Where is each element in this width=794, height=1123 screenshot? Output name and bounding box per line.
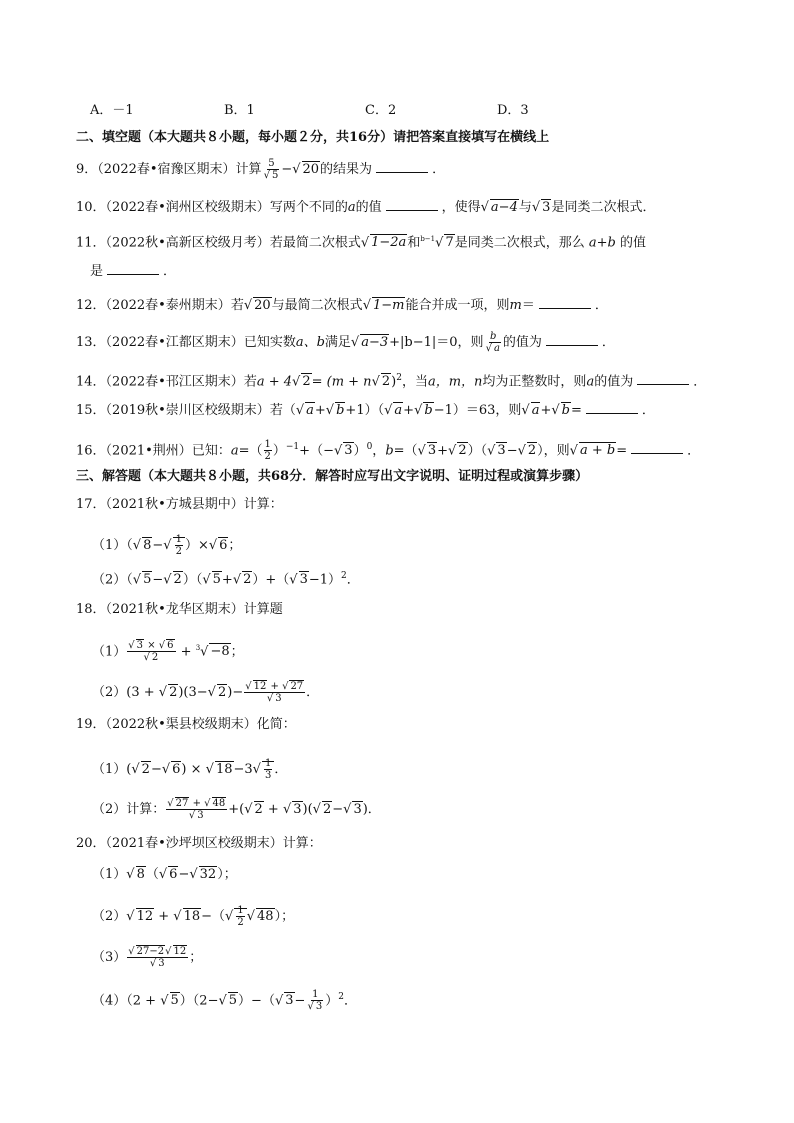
section-heading-fill: 二、填空题（本大题共８小题，每小题２分，共16分）请把答案直接填写在横线上 [76,130,550,145]
answer-blank [376,160,428,173]
question-18-part-1: （1） $\frac{√ 3 \times √ 6}{√ 2}$ + $^3$√ −8； [92,640,244,664]
answer-blank [107,262,159,275]
question-11: 11．（2022秋•高新区校级月考）若最简二次根式√ 1−2a和$^{b-1}$√ 7是同类二次根式，那么 a+b 的值 [76,235,646,251]
question-20-part-2: （2）√ 12 + √ 18−（√ $\frac{1}{2}$ √ 48）； [92,905,295,928]
question-19-part-1: （1）(√ 2−√ 6) × √ 18−3√ $\frac{1}{3}$ ． [92,758,288,781]
question-18-title: 18．（2021秋•龙华区期末）计算题 [76,602,283,617]
question-10: 10．（2022春•润州区校级期末）写两个不同的a的值 ，使得√ a−4与√ 3是同类二次根式． [76,200,656,215]
question-20-part-1: （1）√ 8（√ 6−√ 32）； [92,867,237,882]
question-13: 13．（2022春•江都区期末）已知实数a、b满足√ a−3+|b−1|＝0，则 $\frac{b}{√ a}$ 的值为 ． [76,331,615,354]
question-19-title: 19．（2022秋•渠县校级期末）化简： [76,717,296,732]
answer-blank [637,372,689,385]
answer-blank [586,401,638,414]
choice-c: C．2 [365,103,397,118]
question-16: 16．（2021•荆州）已知：a=（ $\frac{1}{2}$ ）$^{-1}$+（−√ 3）$^0$，b=（√ 3+√ 2）（√ 3−√ 2），则√ a + b= ． [76,439,701,463]
question-20-part-4: （4）（2 + √ 5）（2−√ 5）−（√ 3− $\frac{1}{√ 3}$ ）$^2$． [92,989,357,1013]
question-17-part-2: （2）（√ 5−√ 2）（√ 5+√ 2）+（√ 3−1）$^2$． [92,571,360,588]
choice-d: D．3 [497,103,529,118]
answer-blank [539,296,591,309]
question-11-cont: 是 ． [90,264,177,279]
question-14: 14．（2022春•邗江区期末）若a + 4√ 2= (m + n√ 2)$^2$，当a，m，n均为正整数时，则a的值为 ． [76,373,707,390]
answer-blank [631,441,683,454]
question-17-part-1: （1）（√ 8−√ $\frac{1}{2}$ ）×√ 6； [92,534,242,557]
choice-b: B．1 [224,103,255,118]
question-12: 12．（2022春•泰州期末）若√ 20与最简二次根式√ 1−m能合并成一项，则m＝ ． [76,298,608,313]
choice-a: A．－1 [90,103,134,118]
question-17-title: 17．（2021秋•方城县期中）计算： [76,497,283,512]
question-9: 9．（2022春•宿豫区期末）计算 $\frac{5}{√ 5}$ −√ 20的结果为 ． [76,158,446,181]
question-19-part-2: （2）计算： $\frac{√ 27 + √ 48}{√ 3}$ +(√ 2 + √ 3)(√ 2−√ 3)． [92,798,381,821]
answer-blank [386,198,438,211]
answer-blank [546,333,598,346]
question-18-part-2: （2）(3 + √ 2)(3−√ 2)− $\frac{√ 12 + √ 27}{√ 3}$ ． [92,681,320,704]
question-20-title: 20．（2021春•沙坪坝区校级期末）计算： [76,836,322,851]
section-heading-solve: 三、解答题（本大题共８小题，共68分．解答时应写出文字说明、证明过程或演算步骤） [76,469,589,484]
question-15: 15．（2019秋•崇川区校级期末）若（√ a+√ b+1）（√ a+√ b−1）＝63，则√ a+√ b= ． [76,403,655,418]
question-20-part-3: （3） $\frac{√ 27-2√ 12}{√ 3}$ ； [92,946,203,969]
